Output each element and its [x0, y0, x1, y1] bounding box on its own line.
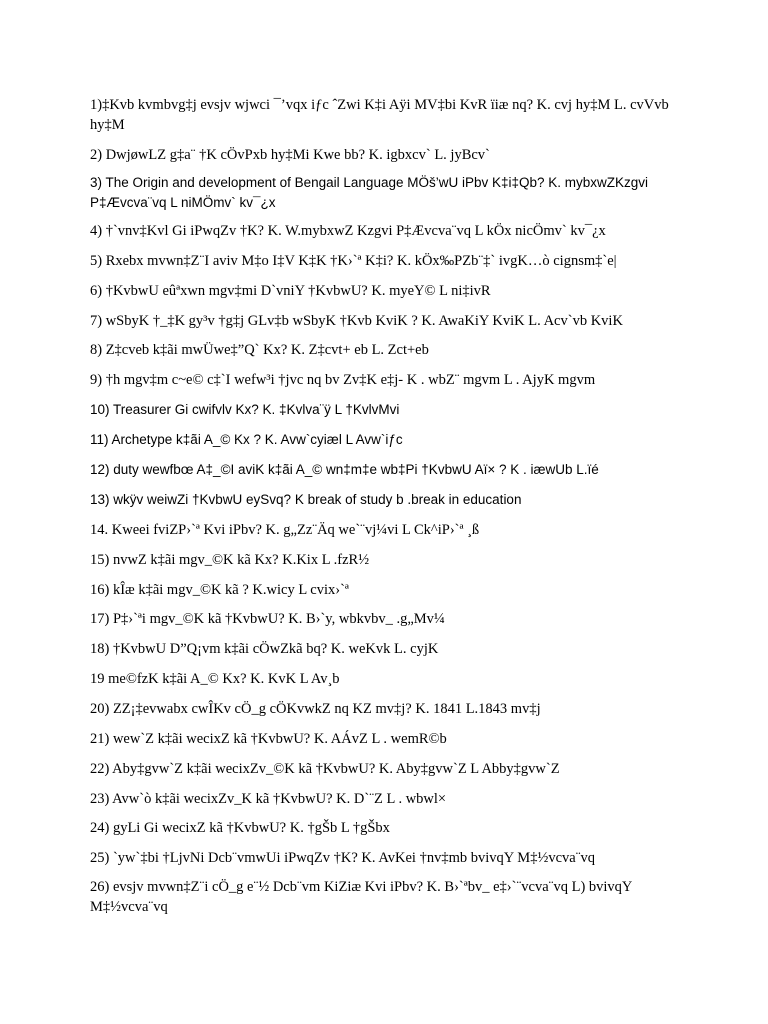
question-13: 13) wkÿv weiwZi †KvbwU eySvq? K break of study b .break in education — [90, 492, 522, 507]
question-1: 1)‡Kvb kvmbvg‡j evsjv wjwci ¯’vqx iƒc ˆZwi K‡i Aÿi MV‡bi KvR ïiæ nq? K. cvj hy‡M L. cvVvb hy‡M — [90, 97, 669, 133]
question-14: 14. Kweei fviZP›`ª Kvi iPbv? K. g„Zz¨Äq we`¨vj¼vi L Ck^iP›`ª ¸ß — [90, 522, 480, 538]
question-20: 20) ZZ¡‡evwabx cwÎKv cÖ_g cÖKvwkZ nq KZ mv‡j? K. 1841 L.1843 mv‡j — [90, 701, 541, 717]
question-24: 24) gyLi Gi wecixZ kã †KvbwU? K. †gŠb L †gŠbx — [90, 820, 390, 836]
question-3: 3) The Origin and development of Bengail Language MÖš’wU iPbv K‡i‡Qb? K. mybxwZKzgvi P‡Ævcva¨vq L niMÖmv` kv¯¿x — [90, 175, 649, 210]
question-26: 26) evsjv mvwn‡Z¨i cÖ_g e¨½ Dcb¨vm KiZiæ Kvi iPbv? K. B›`ªbv_ e‡›`¨vcva¨vq L) bvivqY M‡½vcva¨vq — [90, 879, 632, 915]
question-11: 11) Archetype k‡ãi A_© Kx ? K. Avw`cyiæl L Avw`iƒc — [90, 432, 403, 447]
question-21: 21) wew`Z k‡ãi wecixZ kã †KvbwU? K. AÁvZ L . wemR©b — [90, 731, 447, 747]
question-10: 10) Treasurer Gi cwifvlv Kx? K. ‡Kvlva¨ÿ L †KvlvMvi — [90, 402, 400, 417]
question-9: 9) †h mgv‡m c~e© c‡`I wefw³i †jvc nq bv Zv‡K e‡j- K . wbZ¨ mgvm L . AjyK mgvm — [90, 372, 596, 388]
question-4: 4) †`vnv‡Kvl Gi iPwqZv †K? K. W.mybxwZ Kzgvi P‡Ævcva¨vq L kÖx nicÖmv` kv¯¿x — [90, 223, 606, 239]
question-15: 15) nvwZ k‡ãi mgv_©K kã Kx? K.Kix L .fzR½ — [90, 552, 370, 568]
question-19: 19 me©fzK k‡ãi A_© Kx? K. KvK L Av¸b — [90, 671, 340, 687]
question-6: 6) †KvbwU eûªxwn mgv‡mi D`vniY †KvbwU? K. myeY© L ni‡ivR — [90, 283, 491, 299]
question-12: 12) duty wewfbœ A‡_©I aviK k‡ãi A_© wn‡m‡e wb‡Pi †KvbwU Aï× ? K . iæwUb L.ïé — [90, 462, 599, 477]
question-17: 17) P‡›`ªi mgv_©K kã †KvbwU? K. B›`y, wbkvbv_ .g„Mv¼ — [90, 611, 445, 627]
question-16: 16) kÎæ k‡ãi mgv_©K kã ? K.wicy L cvix›`ª — [90, 582, 349, 598]
question-22: 22) Aby‡gvw`Z k‡ãi wecixZv_©K kã †KvbwU? K. Aby‡gvw`Z L Abby‡gvw`Z — [90, 761, 560, 777]
question-25: 25) `yw`‡bi †LjvNi Dcb¨vmwUi iPwqZv †K? K. AvKei †nv‡mb bvivqY M‡½vcva¨vq — [90, 850, 596, 866]
question-2: 2) DwjøwLZ g‡a¨ †K cÖvPxb hy‡Mi Kwe bb? K. igbxcv` L. jyBcv` — [90, 147, 490, 163]
question-5: 5) Rxebx mvwn‡Z¨I aviv M‡o I‡V K‡K †K›`ª K‡i? K. kÖx‰PZb¨‡` ivgK…ò cignsm‡`e| — [90, 253, 617, 269]
question-8: 8) Z‡cveb k‡ãi mwÜwe‡”Q` Kx? K. Z‡cvt+ eb L. Zct+eb — [90, 342, 429, 358]
question-18: 18) †KvbwU D”Q¡vm k‡ãi cÖwZkã bq? K. weKvk L. cyjK — [90, 641, 439, 657]
question-23: 23) Avw`ò k‡ãi wecixZv_K kã †KvbwU? K. D`¨Z L . wbwl× — [90, 791, 447, 807]
question-7: 7) wSbyK †_‡K gy³v †g‡j GLv‡b wSbyK †Kvb KviK ? K. AwaKiY KviK L. Acv`vb KviK — [90, 313, 623, 329]
